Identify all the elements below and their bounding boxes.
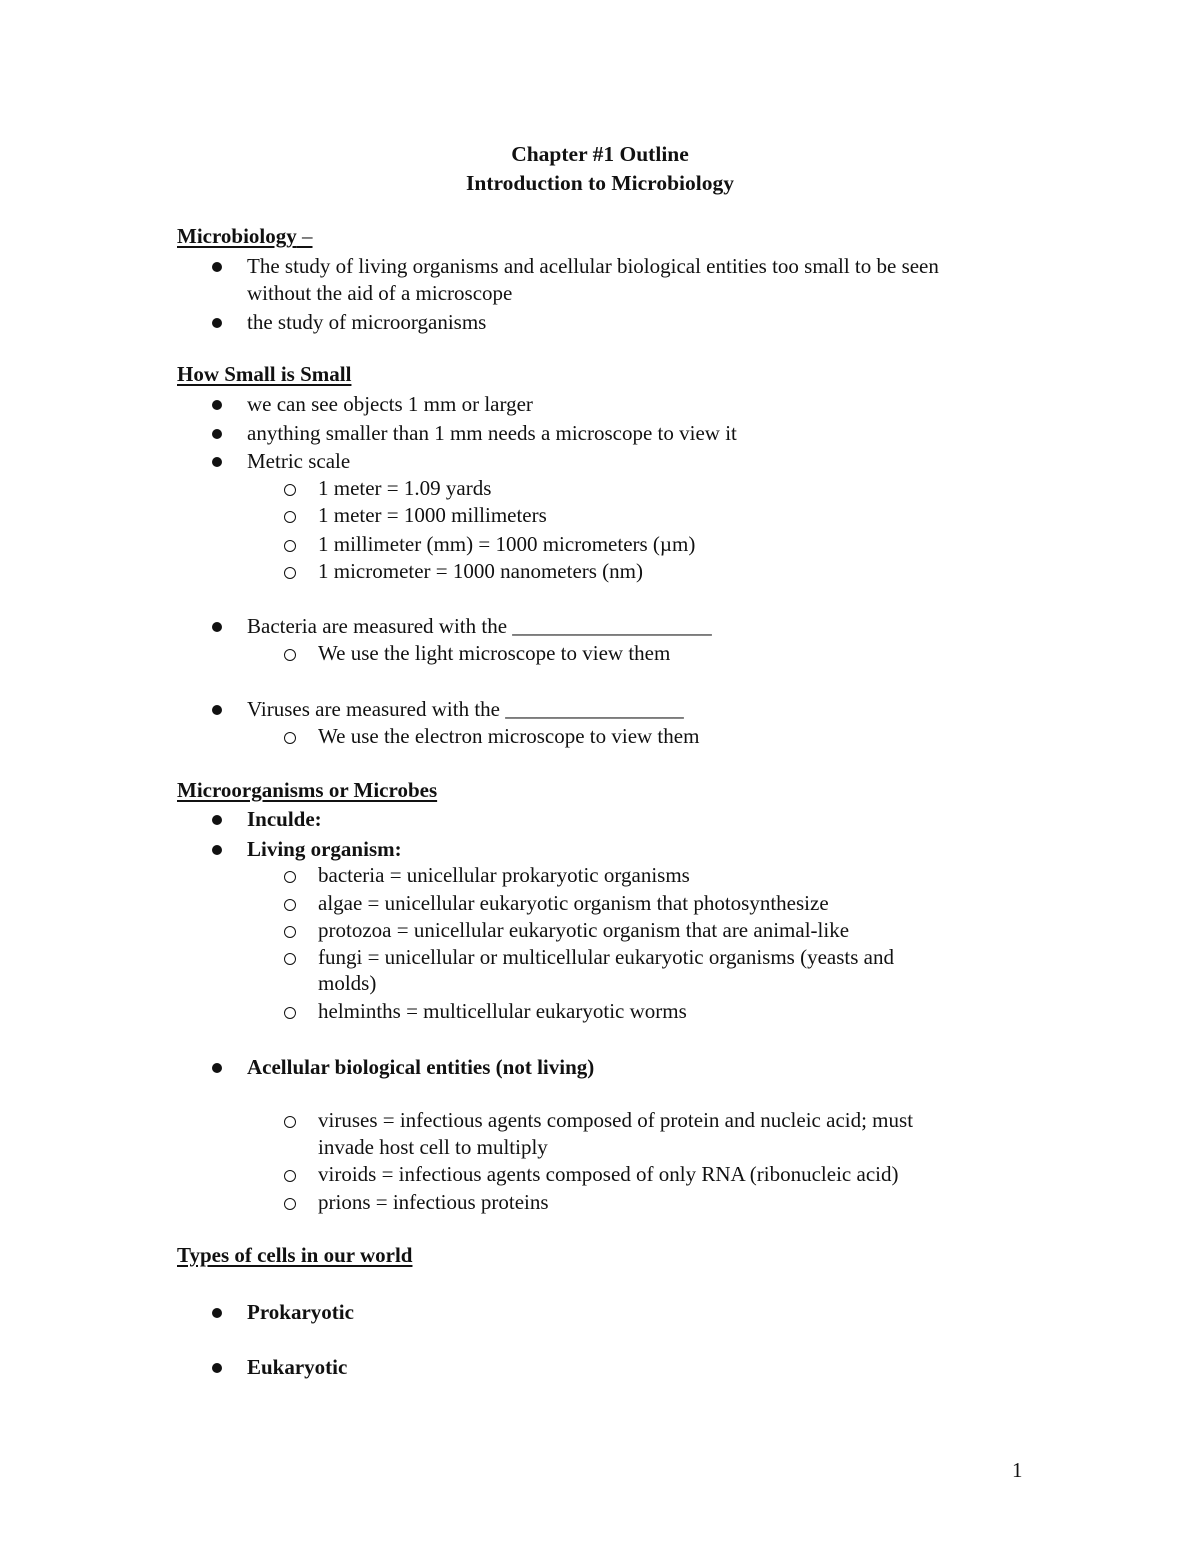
circle-bullet-icon [284, 540, 296, 552]
circle-bullet-icon [284, 953, 296, 965]
section-heading-microbiology: Microbiology – [177, 224, 313, 248]
list-item-continuation: without the aid of a microscope [247, 281, 513, 305]
circle-bullet-icon [284, 649, 296, 661]
section-heading-cell-types: Types of cells in our world [177, 1243, 413, 1267]
circle-bullet-icon [284, 926, 296, 938]
list-item: Acellular biological entities (not living) [247, 1055, 595, 1079]
chapter-title: Chapter #1 Outline [511, 142, 689, 166]
list-item: anything smaller than 1 mm needs a microscope to view it [247, 421, 737, 445]
list-item: Metric scale [247, 449, 351, 473]
list-item: The study of living organisms and acellular biological entities too small to be seen [247, 254, 939, 278]
bullet-icon [212, 429, 222, 439]
sub-list-item: 1 meter = 1.09 yards [318, 476, 492, 500]
list-item: Eukaryotic [247, 1355, 348, 1379]
bullet-icon [212, 318, 222, 328]
sub-list-item: prions = infectious proteins [318, 1190, 549, 1214]
chapter-subtitle: Introduction to Microbiology [466, 171, 734, 195]
circle-bullet-icon [284, 511, 296, 523]
circle-bullet-icon [284, 871, 296, 883]
sub-list-item: We use the electron microscope to view them [318, 724, 700, 748]
bullet-icon [212, 262, 222, 272]
list-item: Bacteria are measured with the ___________________ [247, 614, 712, 638]
bullet-icon [212, 622, 222, 632]
circle-bullet-icon [284, 732, 296, 744]
circle-bullet-icon [284, 567, 296, 579]
page-title [0, 140, 1200, 198]
circle-bullet-icon [284, 1007, 296, 1019]
sub-list-item: viroids = infectious agents composed of only RNA (ribonucleic acid) [318, 1162, 899, 1186]
sub-list-item-continuation: invade host cell to multiply [318, 1135, 548, 1159]
list-item: Living organism: [247, 837, 402, 861]
sub-list-item: bacteria = unicellular prokaryotic organisms [318, 863, 690, 887]
circle-bullet-icon [284, 899, 296, 911]
circle-bullet-icon [284, 484, 296, 496]
bullet-icon [212, 457, 222, 467]
sub-list-item: 1 meter = 1000 millimeters [318, 503, 547, 527]
bullet-icon [212, 400, 222, 410]
bullet-icon [212, 845, 222, 855]
sub-list-item: 1 micrometer = 1000 nanometers (nm) [318, 559, 643, 583]
list-item: Prokaryotic [247, 1300, 354, 1324]
bullet-icon [212, 705, 222, 715]
list-item: we can see objects 1 mm or larger [247, 392, 533, 416]
bullet-icon [212, 1063, 222, 1073]
section-heading-microorganisms: Microorganisms or Microbes [177, 778, 438, 802]
bullet-icon [212, 1363, 222, 1373]
sub-list-item: algae = unicellular eukaryotic organism that photosynthesize [318, 891, 829, 915]
list-item: Viruses are measured with the _________________ [247, 697, 684, 721]
list-item: Inculde: [247, 807, 322, 831]
heading-dash: – [296, 224, 313, 248]
circle-bullet-icon [284, 1198, 296, 1210]
sub-list-item: viruses = infectious agents composed of protein and nucleic acid; must [318, 1108, 914, 1132]
page-number: 1 [1012, 1458, 1023, 1482]
list-item: the study of microorganisms [247, 310, 487, 334]
sub-list-item: protozoa = unicellular eukaryotic organism that are animal-like [318, 918, 850, 942]
circle-bullet-icon [284, 1116, 296, 1128]
sub-list-item: helminths = multicellular eukaryotic worms [318, 999, 687, 1023]
sub-list-item-continuation: molds) [318, 971, 377, 995]
circle-bullet-icon [284, 1170, 296, 1182]
section-heading-how-small: How Small is Small [177, 362, 352, 386]
sub-list-item: We use the light microscope to view them [318, 641, 671, 665]
sub-list-item: fungi = unicellular or multicellular eukaryotic organisms (yeasts and [318, 945, 894, 969]
bullet-icon [212, 815, 222, 825]
bullet-icon [212, 1308, 222, 1318]
sub-list-item: 1 millimeter (mm) = 1000 micrometers (µm) [318, 532, 696, 556]
